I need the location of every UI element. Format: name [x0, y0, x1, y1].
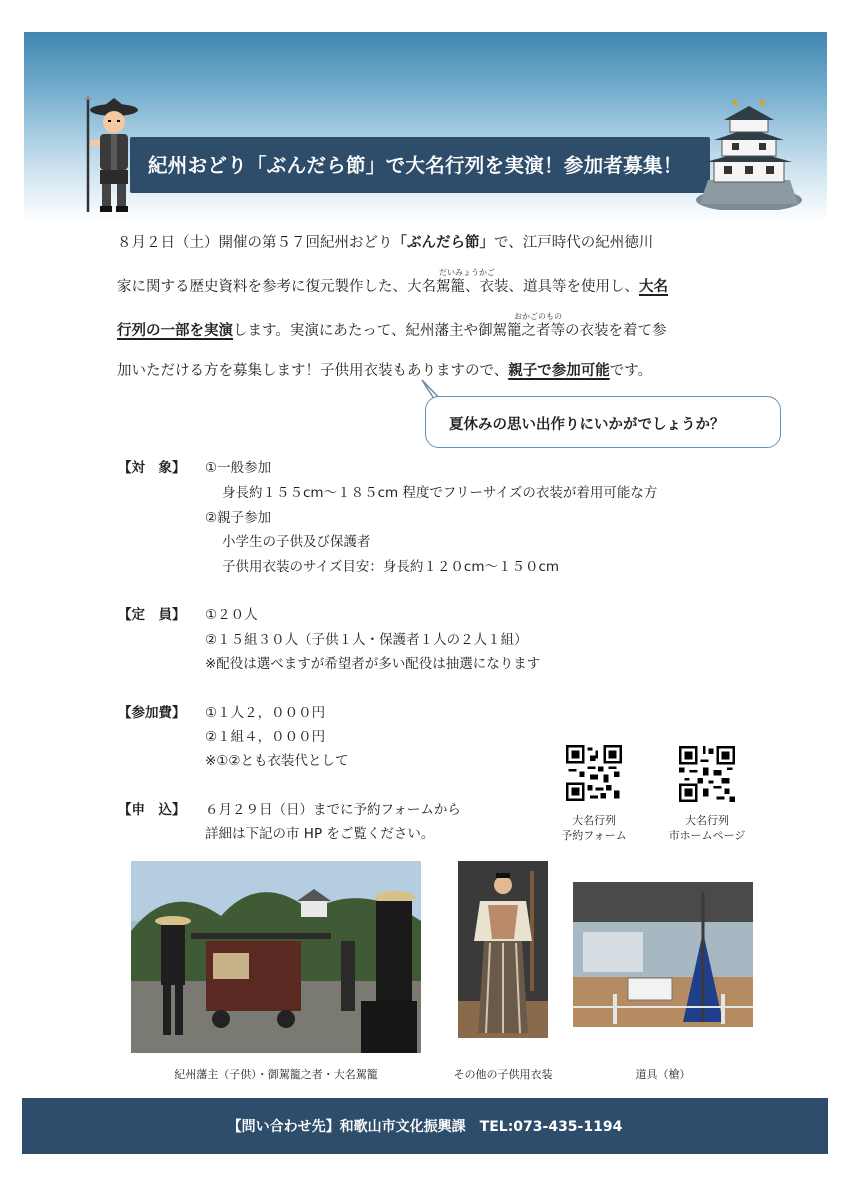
intro-text: 加いただける方を募集します！子供用衣装もありますので、 — [117, 363, 509, 379]
spear-display-photo — [573, 882, 753, 1027]
intro-text: 御駕籠之者 — [478, 323, 551, 339]
contact-info: 【問い合わせ先】和歌山市文化振興課 TEL:073-435-1194 — [227, 1119, 623, 1135]
qr-caption-line: 市ホームページ — [668, 829, 746, 842]
spear-display-caption: 道具（槍） — [635, 1068, 691, 1081]
intro-text: 家に関する歴史資料を参考に復元製作した、 — [117, 279, 407, 295]
intro-text: ８月２日（土）開催の第５７回紀州おどり — [117, 235, 393, 251]
city-homepage-caption — [657, 813, 757, 843]
intro-emphasis: 「ぶんだら節」 — [392, 235, 494, 251]
capacity-label: 【定 員】 — [118, 607, 186, 623]
target-child-size: 子供用衣装のサイズ目安：身長約１２０cm～１５０cm — [222, 559, 560, 575]
qr-caption-line: 大名行列 — [685, 814, 729, 827]
capacity-note: ※配役は選べますが希望者が多い配役は抽選になります — [205, 656, 541, 672]
fee-label: 【参加費】 — [118, 705, 186, 721]
capacity-general: ①２０人 — [205, 607, 258, 623]
target-label: 【対 象】 — [118, 460, 186, 476]
apply-label: 【申 込】 — [118, 802, 186, 818]
child-costume-caption: その他の子供用衣装 — [453, 1068, 553, 1081]
bubble-text: 夏休みの思い出作りにいかがでしょうか？ — [449, 417, 725, 433]
intro-text: です。 — [609, 363, 653, 379]
page-title: 紀州おどり「ぶんだら節」で大名行列を実演！参加者募集！ — [148, 154, 683, 177]
intro-text: 大名駕籠 — [407, 279, 465, 295]
ruby-annotation: だいみょうかご — [439, 268, 495, 277]
target-family: ②親子参加 — [205, 510, 272, 526]
ruby-annotation: おかごのもの — [514, 312, 562, 321]
fee-general: ①１人２，０００円 — [205, 705, 326, 721]
fee-note: ※①②とも衣装代として — [205, 753, 349, 769]
intro-text: で、江戸時代の紀州徳川 — [494, 235, 654, 251]
capacity-family: ②１５組３０人（子供１人・保護者１人の２人１組） — [205, 632, 528, 648]
apply-details: 詳細は下記の市 HP をご覧ください。 — [205, 826, 435, 842]
target-general-detail: 身長約１５５cm～１８５cm 程度でフリーサイズの衣装が着用可能な方 — [222, 485, 658, 501]
intro-text: 等の衣装を着て参 — [550, 323, 667, 339]
intro-text: 、衣装、道具等を使用し、 — [465, 279, 639, 295]
apply-deadline: ６月２９日（日）までに予約フォームから — [205, 802, 461, 818]
target-general: ①一般参加 — [205, 460, 272, 476]
reservation-form-caption — [544, 813, 644, 843]
child-costume-photo — [458, 861, 548, 1038]
target-family-detail: 小学生の子供及び保護者 — [222, 534, 371, 550]
reservation-form-qr-code[interactable] — [566, 745, 622, 801]
intro-emphasis: 大名 — [639, 279, 668, 295]
fee-family: ②１組４，０００円 — [205, 729, 326, 745]
procession-photo-caption: 紀州藩主（子供）・御駕籠之者・大名駕籠 — [174, 1068, 378, 1081]
intro-emphasis: 行列の一部を実演 — [117, 323, 233, 339]
city-homepage-qr-code[interactable] — [679, 746, 735, 802]
procession-photo — [131, 861, 421, 1053]
castle-illustration — [696, 96, 802, 210]
qr-caption-line: 大名行列 — [572, 814, 616, 827]
qr-caption-line: 予約フォーム — [561, 829, 627, 842]
intro-emphasis: 親子で参加可能 — [508, 363, 610, 379]
intro-text: します。実演にあたって、紀州藩主や — [233, 323, 479, 339]
